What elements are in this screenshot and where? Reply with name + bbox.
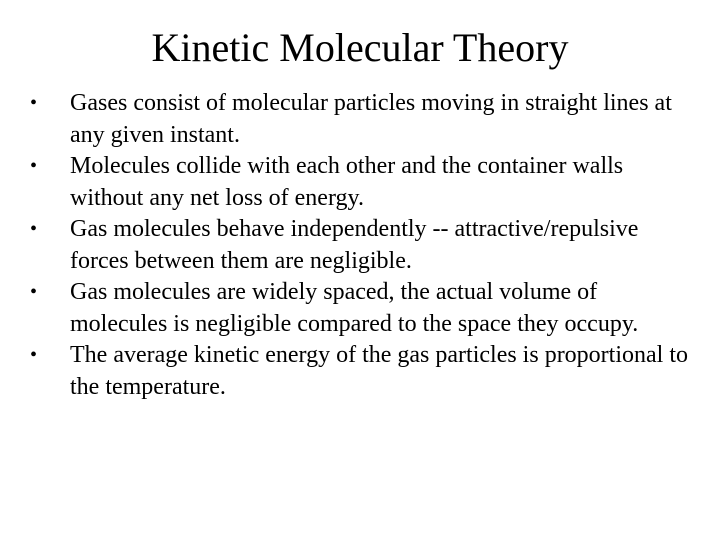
bullet-text: The average kinetic energy of the gas particles is proportional to the temperature. bbox=[70, 342, 688, 400]
bullet-text: Gas molecules are widely spaced, the actual volume of molecules is negligible compared to the space they occupy. bbox=[70, 279, 639, 337]
bullet-dot-icon: • bbox=[30, 155, 38, 177]
bullet-text: Gases consist of molecular particles moving in straight lines at any given instant. bbox=[70, 90, 672, 148]
bullet-list bbox=[30, 88, 690, 403]
bullet-text: Gas molecules behave independently -- attractive/repulsive forces between them are negligible. bbox=[70, 216, 639, 274]
bullet-item bbox=[30, 277, 690, 340]
slide-title: Kinetic Molecular Theory bbox=[151, 25, 569, 70]
bullet-dot-icon: • bbox=[30, 344, 38, 366]
bullet-item bbox=[30, 88, 690, 151]
bullet-dot-icon: • bbox=[30, 218, 38, 240]
bullet-dot-icon: • bbox=[30, 281, 38, 303]
bullet-text: Molecules collide with each other and the container walls without any net loss of energy. bbox=[70, 153, 624, 211]
bullet-item bbox=[30, 214, 690, 277]
bullet-item bbox=[30, 340, 690, 403]
bullet-dot-icon: • bbox=[30, 92, 38, 114]
bullet-item bbox=[30, 151, 690, 214]
